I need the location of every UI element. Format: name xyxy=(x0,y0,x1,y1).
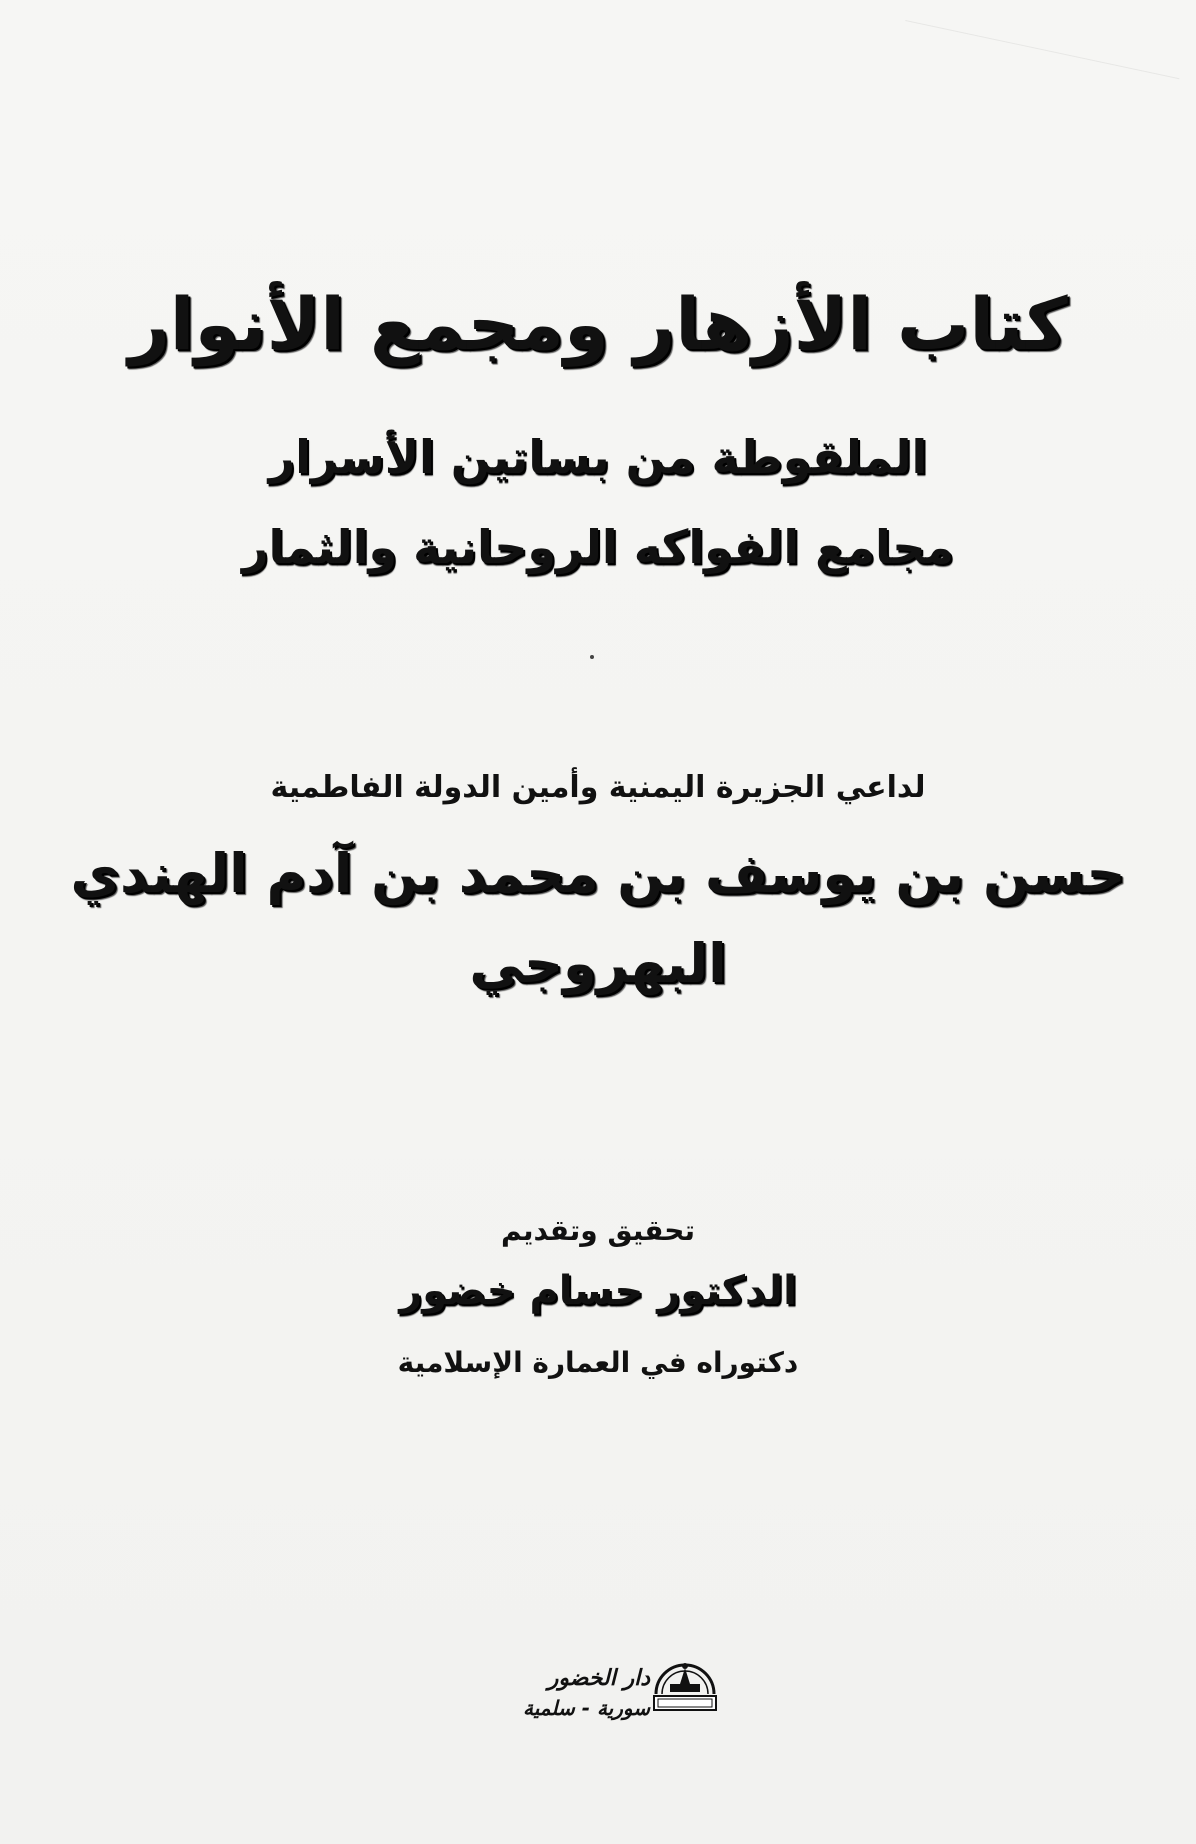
publisher-logo-icon xyxy=(650,1654,720,1716)
page-fold-line xyxy=(905,0,1196,79)
author-name-line-1: حسن بن يوسف بن محمد بن آدم الهندي xyxy=(70,842,1126,905)
book-subtitle-line-2: مجامع الفواكه الروحانية والثمار xyxy=(242,520,954,574)
author-role: لداعي الجزيرة اليمنية وأمين الدولة الفاطمية xyxy=(270,770,926,805)
editor-name: الدكتور حسام خضور xyxy=(399,1268,797,1314)
book-title: كتاب الأزهار ومجمع الأنوار xyxy=(128,282,1068,366)
author-name-line-2: البهروجي xyxy=(469,932,727,995)
publisher-block xyxy=(480,1648,720,1728)
editor-degree: دكتوراه في العمارة الإسلامية xyxy=(397,1346,799,1379)
edit-label: تحقيق وتقديم xyxy=(501,1214,695,1247)
book-subtitle-line-1: الملقوطة من بساتين الأسرار xyxy=(268,430,928,484)
separator-dot xyxy=(590,655,594,659)
publisher-place: سورية - سلمية xyxy=(523,1696,650,1720)
publisher-name: دار الخضور xyxy=(547,1666,650,1691)
